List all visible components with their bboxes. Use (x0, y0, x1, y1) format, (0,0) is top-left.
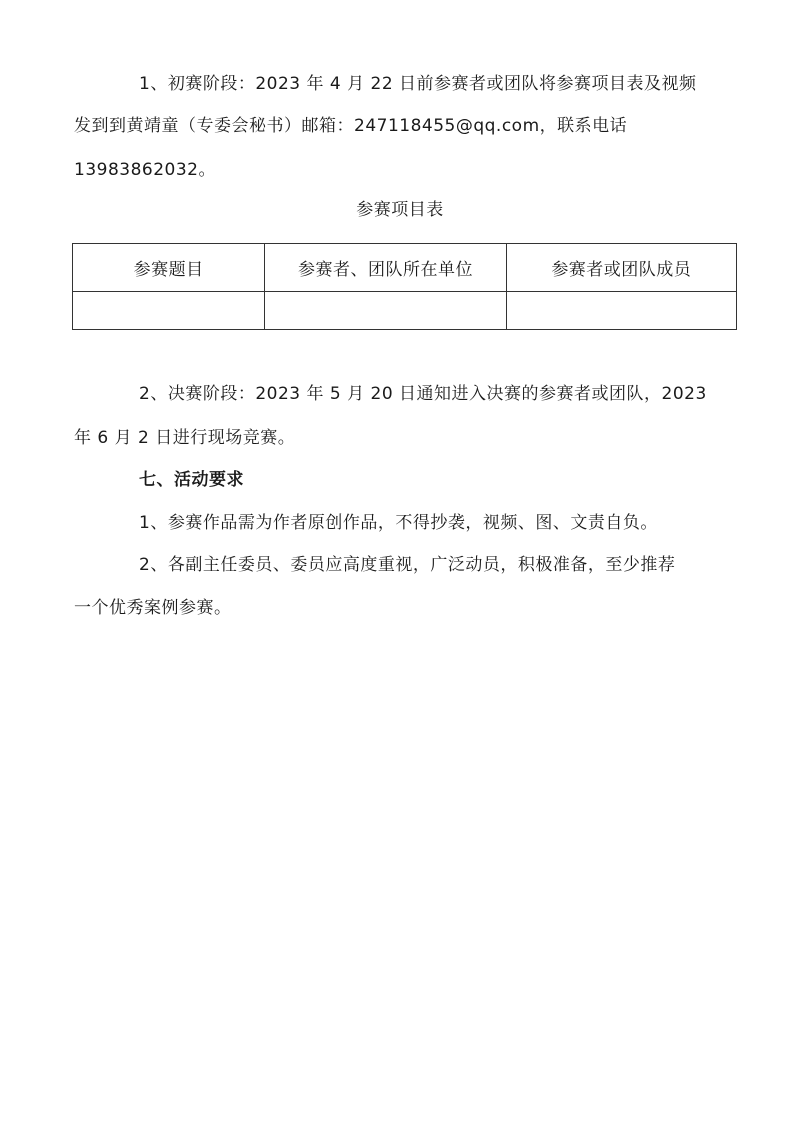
table-header-row (73, 244, 737, 292)
preliminary-line-1: 1、初赛阶段：2023 年 4 月 22 日前参赛者或团队将参赛项目表及视频 (139, 74, 697, 94)
requirement-item-2-line-1: 2、各副主任委员、委员应高度重视，广泛动员，积极准备，至少推荐 (139, 555, 676, 575)
final-line-2: 年 6 月 2 日进行现场竞赛。 (74, 428, 296, 448)
cell-project-title (73, 292, 265, 330)
header-project-title: 参赛题目 (73, 244, 265, 292)
header-organization: 参赛者、团队所在单位 (265, 244, 506, 292)
preliminary-line-2: 发到到黄靖童（专委会秘书）邮箱：247118455@qq.com，联系电话 (74, 116, 628, 136)
header-team-members: 参赛者或团队成员 (506, 244, 736, 292)
requirement-item-2-line-2: 一个优秀案例参赛。 (74, 598, 232, 618)
requirement-item-1: 1、参赛作品需为作者原创作品，不得抄袭，视频、图、文责自负。 (139, 513, 658, 533)
cell-organization (265, 292, 506, 330)
table-title: 参赛项目表 (356, 200, 444, 220)
cell-team-members (506, 292, 736, 330)
table-row (73, 292, 737, 330)
section-heading: 七、活动要求 (139, 470, 244, 490)
final-line-1: 2、决赛阶段：2023 年 5 月 20 日通知进入决赛的参赛者或团队，2023 (139, 384, 707, 404)
preliminary-line-3: 13983862032。 (74, 160, 216, 180)
entry-form-table (72, 243, 737, 330)
